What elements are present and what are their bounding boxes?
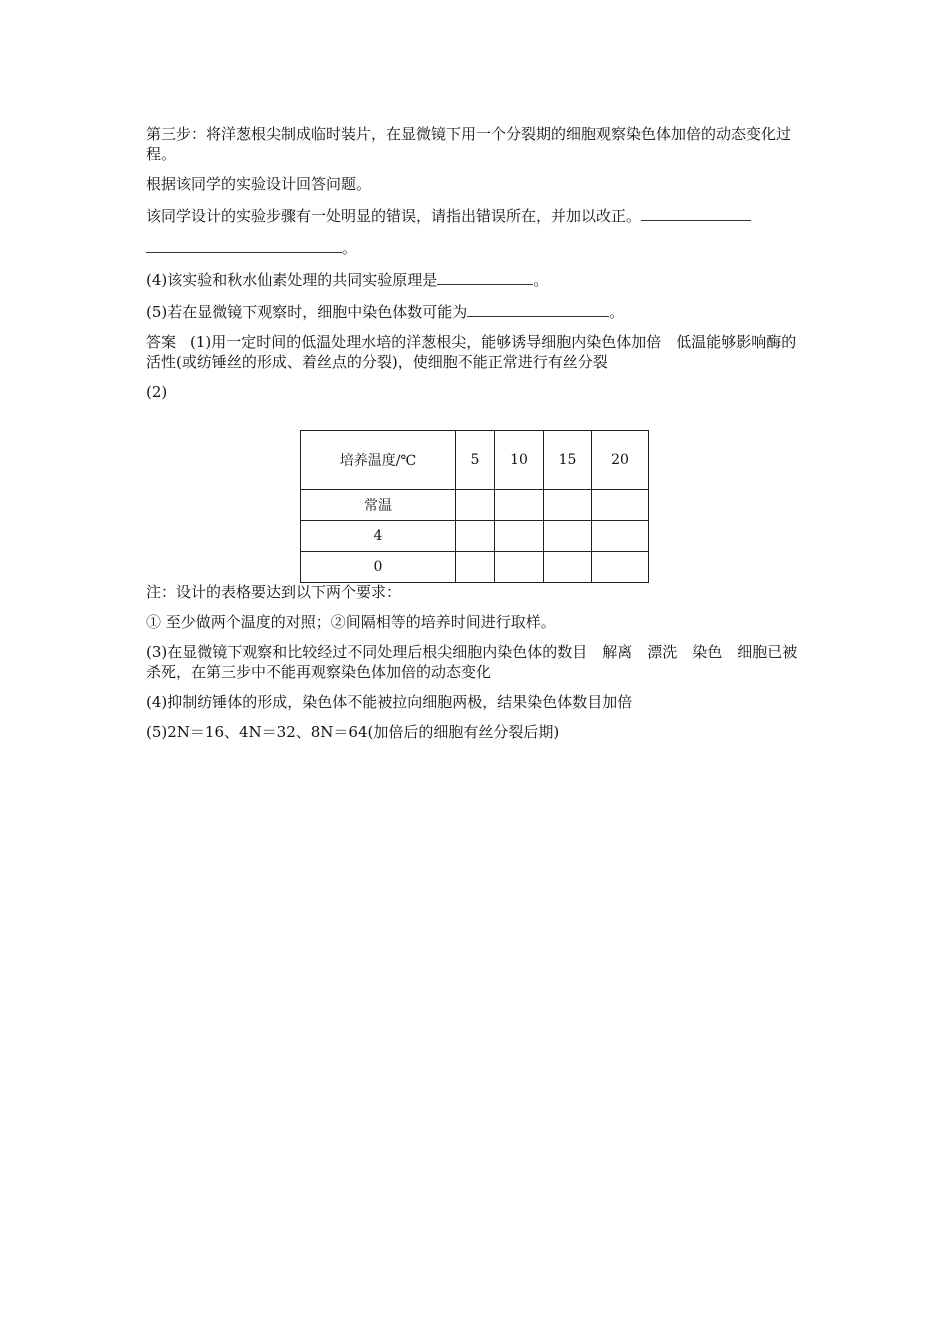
table-header-row [301, 431, 649, 490]
answer-1 [146, 332, 810, 372]
answer-5: (5)2N＝16、4N＝32、8N＝64(加倍后的细胞有丝分裂后期) [146, 723, 560, 741]
answer-blank[interactable] [146, 236, 342, 253]
question-content [146, 124, 810, 412]
answer-blank[interactable] [467, 300, 609, 317]
question-4 [146, 268, 810, 290]
answer-1-text: (1)用一定时间的低温处理水培的洋葱根尖，能够诱导细胞内染色体加倍 低温能够影响酶的活性(或纺锤丝的形成、着丝点的分裂)，使细胞不能正常进行有丝分裂 [146, 333, 797, 371]
table-cell [544, 490, 592, 521]
header-col: 20 [592, 431, 649, 490]
answer-content [146, 582, 810, 752]
table-cell [592, 490, 649, 521]
period: 。 [609, 303, 625, 321]
header-col: 10 [495, 431, 544, 490]
table-cell [495, 552, 544, 583]
table-row [301, 490, 649, 521]
question-5-text: (5)若在显微镜下观察时，细胞中染色体数可能为 [146, 303, 468, 321]
table-cell [495, 490, 544, 521]
step3-text: 第三步：将洋葱根尖制成临时装片，在显微镜下用一个分裂期的细胞观察染色体加倍的动态变化过程。 [146, 125, 792, 163]
table-cell [544, 552, 592, 583]
period: 。 [342, 239, 358, 257]
question-4-text: (4)该实验和秋水仙素处理的共同实验原理是 [146, 271, 438, 289]
table-cell [456, 490, 495, 521]
error-question-continued [146, 236, 810, 258]
table-cell [592, 552, 649, 583]
header-label: 培养温度/℃ [301, 431, 456, 490]
answer-2-label: (2) [146, 383, 168, 401]
answer-4: (4)抑制纺锤体的形成，染色体不能被拉向细胞两极，结果染色体数目加倍 [146, 693, 633, 711]
header-col: 15 [544, 431, 592, 490]
table-cell [495, 521, 544, 552]
period: 。 [533, 271, 549, 289]
answer-3: (3)在显微镜下观察和比较经过不同处理后根尖细胞内染色体的数目 解离 漂洗 染色 细胞已被杀死，在第三步中不能再观察染色体加倍的动态变化 [146, 643, 798, 681]
table-cell [592, 521, 649, 552]
error-question-text: 该同学设计的实验步骤有一处明显的错误，请指出错误所在，并加以改正。 [146, 207, 642, 225]
answer-blank[interactable] [641, 204, 751, 221]
answer-blank[interactable] [437, 268, 533, 285]
table-row [301, 552, 649, 583]
header-col: 5 [456, 431, 495, 490]
error-question [146, 204, 810, 226]
row-label: 常温 [301, 490, 456, 521]
instruction-text: 根据该同学的实验设计回答问题。 [146, 175, 372, 193]
table-cell [456, 521, 495, 552]
temperature-table [300, 430, 649, 583]
note-items: ① 至少做两个温度的对照；②间隔相等的培养时间进行取样。 [146, 613, 556, 631]
table-cell [456, 552, 495, 583]
table-cell [544, 521, 592, 552]
question-5 [146, 300, 810, 322]
row-label: 0 [301, 552, 456, 583]
note-text: 注：设计的表格要达到以下两个要求： [146, 583, 402, 601]
table-row [301, 521, 649, 552]
row-label: 4 [301, 521, 456, 552]
answer-label: 答案 [146, 333, 177, 351]
